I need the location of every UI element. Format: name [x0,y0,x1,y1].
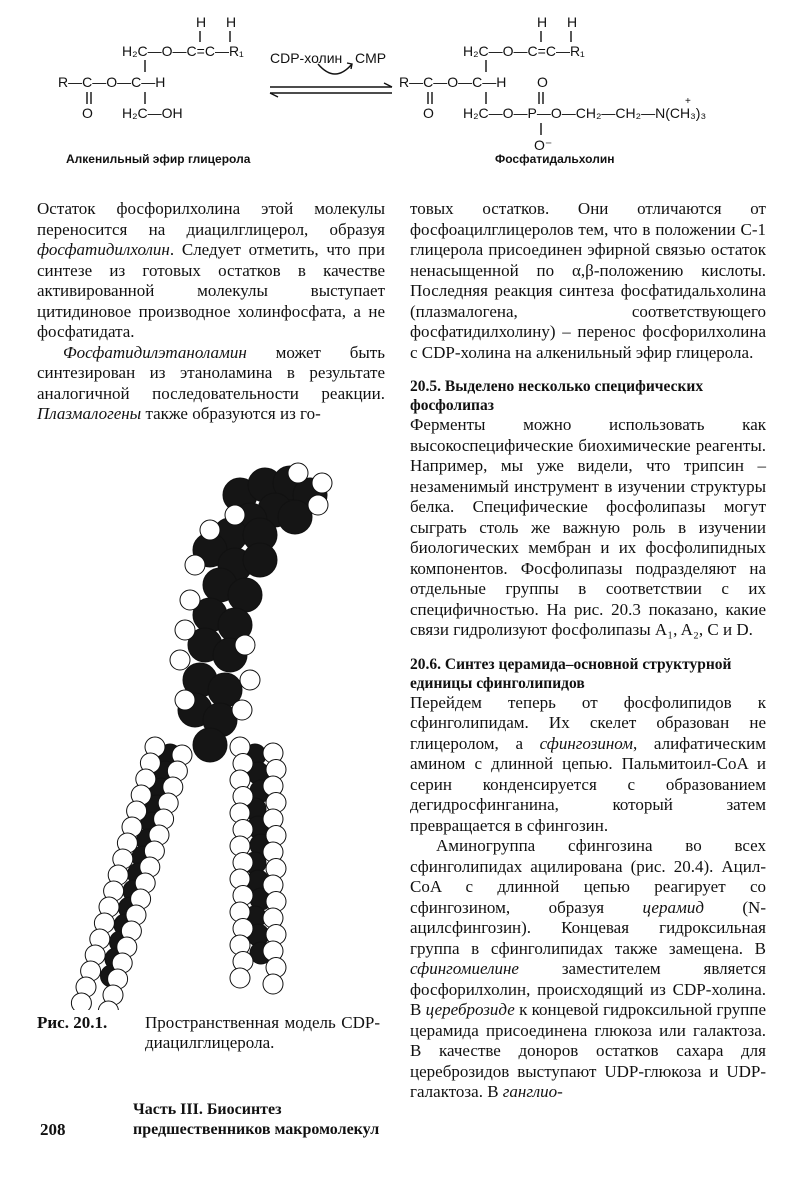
left-structure-caption: Алкенильный эфир глицерола [66,152,251,166]
right-text-column [410,199,766,1103]
paragraph: Аминогруппа сфингозина во всех сфинголипидах ацилирована (рис. 20.4). Ацил-CoA с длинной цепью реагирует со сфингозином, образуя церамид (N-ацилсфингозин). Концевая гидроксильная группа в сфинголипидах также замещена. В сфингомиелине заместителем является фосфорилхолин, происходящий из CDP-холина. В цереброзиде к концевой гидроксильной группе церамида присоединена глюкоза или галактоза. В качестве доноров остатков сахара для цереброзидов выступают UDP-глюкоза и UDP-галактоза. В ганглио- [410,836,767,1101]
phosphate-oxygen: O [537,74,548,90]
light-atom [175,690,195,710]
chain-row: R—C—O—C—H [399,74,507,90]
light-atom [230,968,250,988]
reaction-scheme [0,0,805,175]
product-label: CMP [355,50,387,66]
section-heading-20-5: 20.5. Выделено несколько специфических фосфолипаз [410,378,704,414]
alkenyl-glycerol-structure [58,14,244,121]
chain-row: H₂C—O—C=C—R₁ [122,43,244,59]
chain-row: H₂C—O—P—O—CH₂—CH₂—N(CH₃)₃ [463,105,707,121]
chain-row: R—C—O—C—H [58,74,166,90]
chain-row: H₂C—O—C=C—R₁ [463,43,585,59]
light-atom [235,635,255,655]
carbonyl-oxygen: O [82,105,93,121]
light-atom [170,650,190,670]
light-atom [308,495,328,515]
light-atom [185,555,205,575]
figure-label: Рис. 20.1. [37,1013,108,1032]
h-atom: H [196,14,207,30]
paragraph: Фосфатидилэтаноламин может быть синтезирован из этаноламина в результате аналогичной последовательности реакции. Плазмалогены также образуются из го- [37,342,385,423]
section-heading-20-6: 20.6. Синтез церамида–основной структурной единицы сфинголипидов [410,655,732,692]
phosphate-o-minus: O⁻ [534,137,553,153]
dark-atom [193,728,227,762]
light-atom [263,974,283,994]
light-atom [175,620,195,640]
light-atom [312,473,332,493]
dark-atom [228,578,262,612]
h-atom: H [567,14,578,30]
h-atom: H [537,14,548,30]
equilibrium-arrow [270,50,392,97]
reagent-label: CDP-холин [270,50,343,66]
light-atom [180,590,200,610]
right-structure-caption: Фосфатидальхолин [495,152,615,166]
h-atom: H [226,14,237,30]
light-atom [200,520,220,540]
figure-caption [37,1013,387,1053]
phosphatidalcholine-structure [399,14,706,153]
figure-caption-text: Пространственная модель CDP-диацилглицерола. [145,1013,380,1052]
light-atom [232,700,252,720]
dark-atom [243,543,277,577]
paragraph: Ферменты можно использовать как высокоспецифические биохимические реагенты. Например, мы уже видели, что трипсин – незаменимый инструмент в изучении структуры белка. Специфические фосфолипазы могут сыграть столь же важную роль в изучении биологических мембран и их фосфолипидных компонентов. Фосфолипазы подразделяют на отдельные группы в соответствии с их специфичностью. На рис. 20.3 показано, какие связи гидролизуют фосфолипазы A₁, A₂, C и D. [410,415,766,639]
carbonyl-oxygen: O [423,105,434,121]
light-atom [71,993,91,1010]
dark-atom [278,500,312,534]
running-head: Часть III. Биосинтез предшественников макромолекул [133,1101,380,1138]
paragraph: Остаток фосфорилхолина этой молекулы переносится на диацилглицерол, образуя фосфатидилхолин. Следует отметить, что при синтезе из готовых остатков в качестве активированной молекулы выступает цитидиновое производное холинфосфата, а не фосфатидата. [37,199,385,341]
page-number: 208 [40,1120,66,1139]
charge-plus: + [685,96,691,107]
light-atom [225,505,245,525]
space-filling-model-figure [60,455,360,1010]
light-atom [288,463,308,483]
left-text-column [37,199,385,425]
paragraph: товых остатков. Они отличаются от фосфоацилглицеролов тем, что в положении С-1 глицерола присоединен эфирной связью остаток ненасыщенной по α,β-положению кислоты. Последняя реакция синтеза фосфатидальхолина (плазмалогена, соответствующего фосфатидилхолину) – перенос фосфорилхолина с CDP-холина на алкенильный эфир глицерола. [410,199,766,362]
light-atom [240,670,260,690]
paragraph: Перейдем теперь от фосфолипидов к сфинголипидам. Их скелет образован не глицеролом, а сфингозином, алифатическим амином с длинной цепью. Пальмитоил-CoA и серин конденсируется с образованием дегидросфинганина, который затем превращается в сфингозин. [410,692,766,835]
chain-row: H₂C—OH [122,105,183,121]
